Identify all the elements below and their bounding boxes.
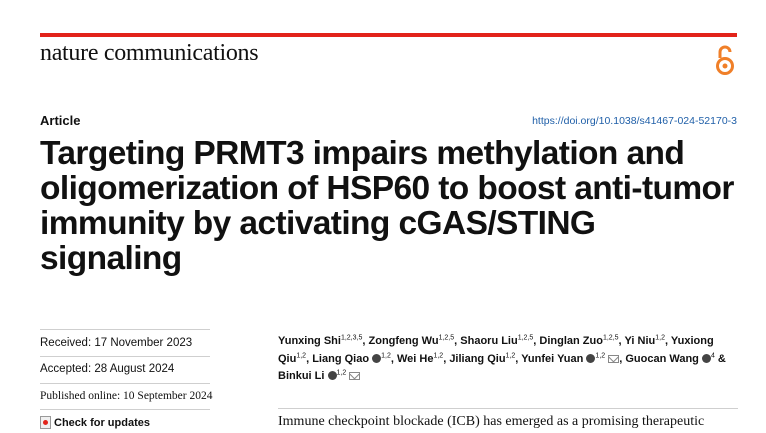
orcid-icon[interactable]	[372, 354, 381, 363]
journal-name[interactable]: nature communications	[40, 40, 259, 66]
email-icon[interactable]	[349, 372, 360, 380]
divider	[40, 383, 210, 384]
article-type: Article	[40, 113, 81, 128]
author[interactable]: Binkui Li $^{1,2}$	[278, 370, 360, 382]
check-for-updates-label: Check for updates	[54, 416, 150, 429]
open-access-icon[interactable]	[713, 44, 737, 76]
received-date: Received: 17 November 2023	[40, 337, 193, 349]
author[interactable]: Yi Niu$^{1,2}$	[624, 334, 665, 347]
author[interactable]: Yuxiong Qiu$^{1,2}$	[278, 335, 714, 365]
doi-link[interactable]: https://doi.org/10.1038/s41467-024-52170-3	[532, 115, 737, 127]
journal-header-bar	[40, 33, 737, 37]
check-for-updates-button[interactable]	[40, 416, 150, 429]
published-date: Published online: 10 September 2024	[40, 390, 213, 402]
email-icon[interactable]	[608, 355, 619, 363]
abstract-text: Immune checkpoint blockade (ICB) has emerged as a promising therapeutic	[278, 414, 705, 429]
author[interactable]: Dinglan Zuo$^{1,2,5}$	[539, 334, 619, 347]
author[interactable]: Jiliang Qiu$^{1,2}$	[449, 351, 516, 365]
divider	[278, 408, 738, 409]
crossmark-icon	[40, 416, 51, 429]
divider	[40, 409, 210, 410]
divider	[40, 356, 210, 357]
author[interactable]: Liang Qiao $^{1,2}$	[312, 351, 391, 365]
divider	[40, 329, 210, 330]
orcid-icon[interactable]	[702, 354, 711, 363]
author[interactable]: Zongfeng Wu$^{1,2,5}$	[368, 334, 455, 347]
author-list: Yunxing Shi$^{1,2,3,5}$, Zongfeng Wu$^{1,2,5}$, Shaoru Liu$^{1,2,5}$, Dinglan Zuo$^{1,2,5}$, Yi Niu$^{1,2}$, Yuxiong Qiu$^{1,2}$, Liang Qiao $^{1,2}$, Wei He$^{1,2}$, Jiliang Qiu$^{1,2}$, Yunfei Yuan $^{1,2}$ , Guocan Wang $^4$ & Binkui Li $^{1,2}$	[278, 334, 726, 382]
author[interactable]: Yunxing Shi$^{1,2,3,5}$	[278, 334, 363, 347]
author[interactable]: Yunfei Yuan $^{1,2}$	[521, 353, 619, 365]
author[interactable]: Shaoru Liu$^{1,2,5}$	[460, 334, 534, 347]
author[interactable]: Guocan Wang $^4$	[625, 351, 715, 365]
author[interactable]: Wei He$^{1,2}$	[396, 351, 444, 365]
accepted-date: Accepted: 28 August 2024	[40, 363, 175, 375]
paper-title: Targeting PRMT3 impairs methylation and oligomerization of HSP60 to boost anti-tumor immunity by activating cGAS/STING signaling	[40, 135, 734, 277]
orcid-icon[interactable]	[328, 371, 337, 380]
